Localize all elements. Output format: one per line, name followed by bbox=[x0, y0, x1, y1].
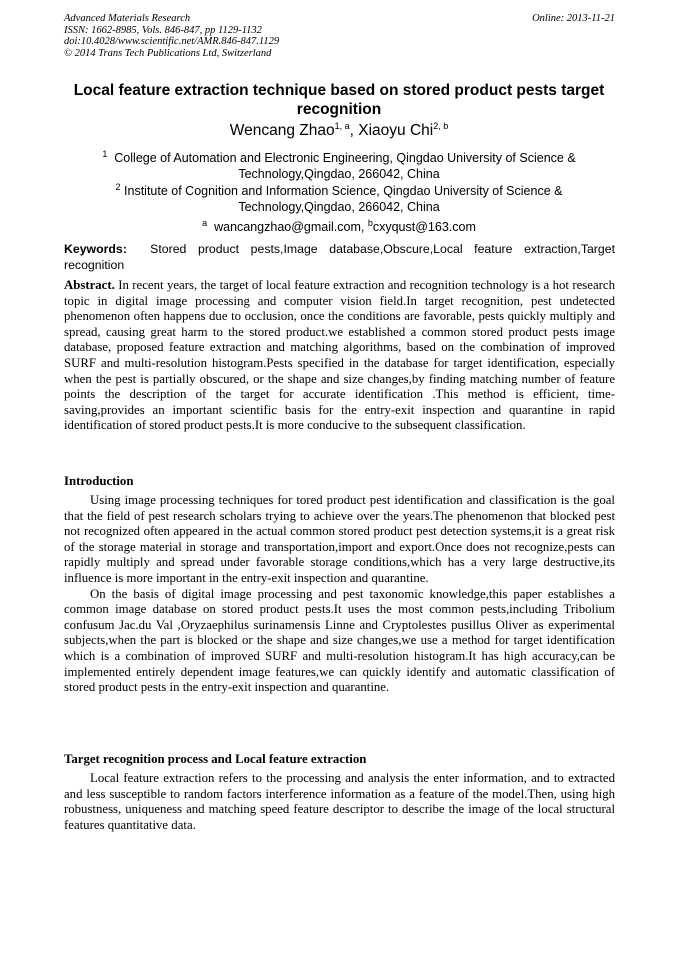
affiliation-2 bbox=[80, 183, 598, 215]
affiliation-marker: 2 bbox=[115, 181, 121, 192]
journal-header bbox=[64, 13, 615, 59]
copyright-line: © 2014 Trans Tech Publications Ltd, Switzerland bbox=[64, 47, 272, 59]
email-marker-a: a bbox=[202, 217, 208, 228]
abstract-label: Abstract. bbox=[64, 278, 115, 292]
doi-line: doi:10.4028/www.scientific.net/AMR.846-847.1129 bbox=[64, 36, 280, 47]
paragraph: On the basis of digital image processing and pest taxonomic knowledge,this paper establishes a common image database on stored product pests.It uses the most common pests,including Tribolium confusum Jac.du Val ,Oryzaephilus surinamensis Linne and Cryptolestes pusillus Oliver as experimental subjects,when the part is blocked or the shape and size changes,we use a method for target identification which is a combination of improved SURF and multi-resolution histogram.It has high accuracy,can be implemented entirely dependent image features,we can quickly identify and automatic classification of stored product pests in the entry-exit inspection and quarantine. bbox=[64, 586, 615, 695]
affiliation-text: College of Automation and Electronic Engineering, Qingdao University of Science & Technology,Qingdao, 266042, China bbox=[114, 151, 576, 181]
affiliation-1 bbox=[80, 150, 598, 182]
section-heading-introduction: Introduction bbox=[64, 474, 134, 488]
journal-name: Advanced Materials Research bbox=[64, 13, 191, 24]
abstract-text: In recent years, the target of local feature extraction and recognition technology is a hot research topic in digital image processing and computer vision field.In target recognition, pest undetected phenomenon often happens due to occlusion, once the conditions are favorable, pests quickly multiply and spread, causing great harm to the stored product.we established a common stored product pests image database, proposed feature extraction and matching algorithms, based on the combination of improved SURF and multi-resolution histogram.Pests specified in the database for target identification, especially when the pest is partially obscured, or the shape and size changes,by finding matching number of feature points the description of the target for accurate identification .This method is efficient, time-saving,provides an important scientific basis for the entry-exit inspection and quarantine in rapid identification of stored product pests.It is more conducive to the subsequent classification. bbox=[64, 278, 615, 433]
paragraph: Local feature extraction refers to the processing and analysis the enter information, and to extracted and less susceptible to random factors interference information as a feature of the model.Then, using high robustness, uniqueness and matching speed feature descriptor to describe the image of the local structural features quantitative data. bbox=[64, 771, 615, 832]
author-name: Xiaoyu Chi bbox=[358, 122, 434, 139]
keywords-label: Keywords: bbox=[64, 242, 127, 256]
target-recognition-body bbox=[64, 771, 615, 833]
affiliation-text: Institute of Cognition and Information Science, Qingdao University of Science & Technology,Qingdao, 266042, China bbox=[124, 184, 563, 214]
author-affiliation-marker: 1, a bbox=[334, 120, 350, 131]
email-separator: , bbox=[360, 220, 368, 234]
affiliation-marker: 1 bbox=[102, 148, 108, 159]
keywords-text: Stored product pests,Image database,Obscure,Local feature extraction,Target recognition bbox=[64, 242, 615, 272]
paper-title: Local feature extraction technique based on stored product pests target recognition bbox=[73, 82, 605, 118]
keywords-block bbox=[64, 241, 615, 273]
introduction-body bbox=[64, 493, 615, 696]
paragraph: Using image processing techniques for tored product pest identification and classification is the goal that the field of pest research scholars trying to achieve over the years.The phenomenon that blocked pest not recognized often appeared in the actual common stored product pest detection systems,it is a great risk of the storage material in storage and transportation,import and export.Once does not recognize,pests can rapidly multiply and spread under favorable storage conditions,which has a very large destructive,its influence is more important in the entry-exit inspection and quarantine. bbox=[64, 493, 615, 585]
email-a[interactable]: wancangzhao@gmail.com bbox=[214, 220, 361, 234]
email-marker-b: b bbox=[367, 217, 373, 228]
email-line bbox=[58, 219, 620, 235]
section-heading-target-recognition: Target recognition process and Local feature extraction bbox=[64, 752, 367, 766]
author-list bbox=[58, 121, 620, 141]
author-separator: , bbox=[349, 122, 359, 139]
issn-line: ISSN: 1662-8985, Vols. 846-847, pp 1129-1132 bbox=[64, 24, 262, 36]
email-b[interactable]: cxyqust@163.com bbox=[372, 220, 476, 234]
online-date: Online: 2013-11-21 bbox=[532, 13, 615, 24]
abstract-block bbox=[64, 278, 615, 434]
author-name: Wencang Zhao bbox=[229, 122, 335, 139]
author-affiliation-marker: 2, b bbox=[433, 120, 449, 131]
